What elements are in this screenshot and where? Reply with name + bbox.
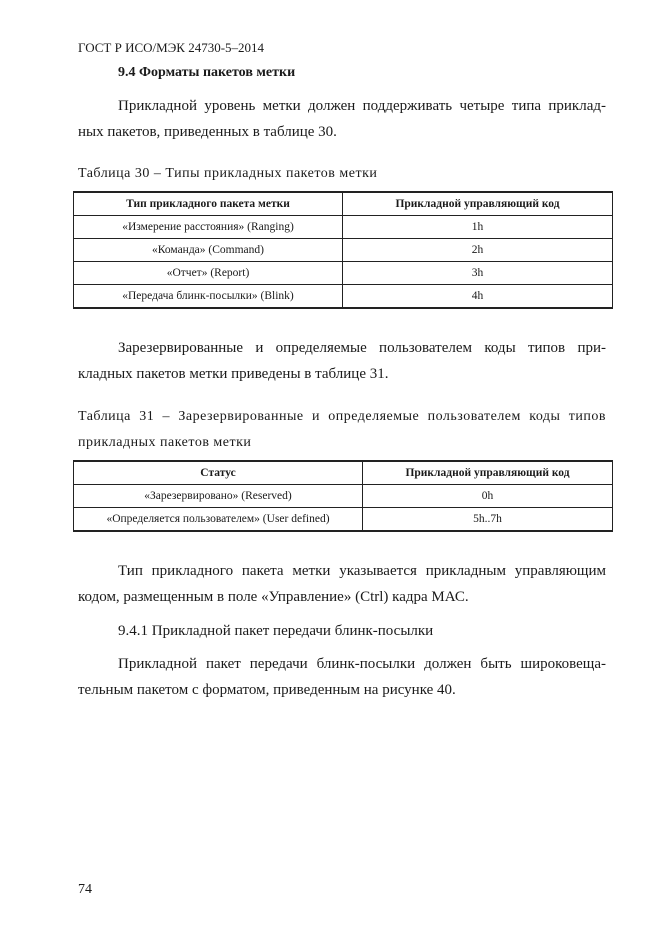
table-cell: 4h <box>343 285 613 309</box>
table-row <box>74 216 613 239</box>
paragraph-intro <box>78 93 606 145</box>
paragraph-line: ных пакетов, приведенных в таблице 30. <box>78 124 337 140</box>
column-header: Статус <box>74 461 363 485</box>
table-cell: «Команда» (Command) <box>74 239 343 262</box>
table-header-row <box>74 192 613 216</box>
paragraph-reserved-codes <box>78 335 606 387</box>
paragraph-line: Тип прикладного пакета метки указывается прикладным управляющим <box>118 563 606 579</box>
paragraph-type-indication <box>78 558 606 610</box>
table-cell: 0h <box>363 485 613 508</box>
table-row <box>74 508 613 532</box>
section-title: 9.4 Форматы пакетов метки <box>118 65 296 80</box>
subsection-line: 9.4.1 Прикладной пакет передачи блинк-посылки <box>118 623 434 639</box>
page-number: 74 <box>78 882 92 897</box>
paragraph-blink <box>78 651 606 703</box>
paragraph-line: кладных пакетов метки приведены в таблице 31. <box>78 366 389 382</box>
column-header: Прикладной управляющий код <box>363 461 613 485</box>
table-cell: 1h <box>343 216 613 239</box>
caption-line: прикладных пакетов метки <box>78 435 252 450</box>
paragraph-line: Прикладной пакет передачи блинк-посылки должен быть широковеща- <box>118 656 606 672</box>
paragraph-line: кодом, размещенным в поле «Управление» (Ctrl) кадра МАС. <box>78 589 469 605</box>
table-30-caption: Таблица 30 – Типы прикладных пакетов метки <box>78 166 378 181</box>
table-cell: «Отчет» (Report) <box>74 262 343 285</box>
table-row <box>74 262 613 285</box>
table-31-caption <box>78 404 606 456</box>
paragraph-line: Зарезервированные и определяемые пользователем коды типов при- <box>118 340 606 356</box>
table-cell: «Передача блинк-посылки» (Blink) <box>74 285 343 309</box>
table-cell: «Зарезервировано» (Reserved) <box>74 485 363 508</box>
column-header: Прикладной управляющий код <box>343 192 613 216</box>
table-cell: 2h <box>343 239 613 262</box>
paragraph-line: Прикладной уровень метки должен поддерживать четыре типа приклад- <box>118 98 606 114</box>
table-31 <box>73 460 613 532</box>
table-row <box>74 485 613 508</box>
table-30 <box>73 191 613 309</box>
table-cell: «Измерение расстояния» (Ranging) <box>74 216 343 239</box>
caption-line: Таблица 31 – Зарезервированные и определяемые пользователем коды типов <box>78 409 606 424</box>
table-header-row <box>74 461 613 485</box>
table-row <box>74 285 613 309</box>
table-cell: «Определяется пользователем» (User defined) <box>74 508 363 532</box>
table-cell: 5h..7h <box>363 508 613 532</box>
table-row <box>74 239 613 262</box>
column-header: Тип прикладного пакета метки <box>74 192 343 216</box>
table-cell: 3h <box>343 262 613 285</box>
document-header: ГОСТ Р ИСО/МЭК 24730-5–2014 <box>78 40 265 55</box>
paragraph-line: тельным пакетом с форматом, приведенным на рисунке 40. <box>78 682 456 698</box>
subsection-title <box>78 618 606 644</box>
